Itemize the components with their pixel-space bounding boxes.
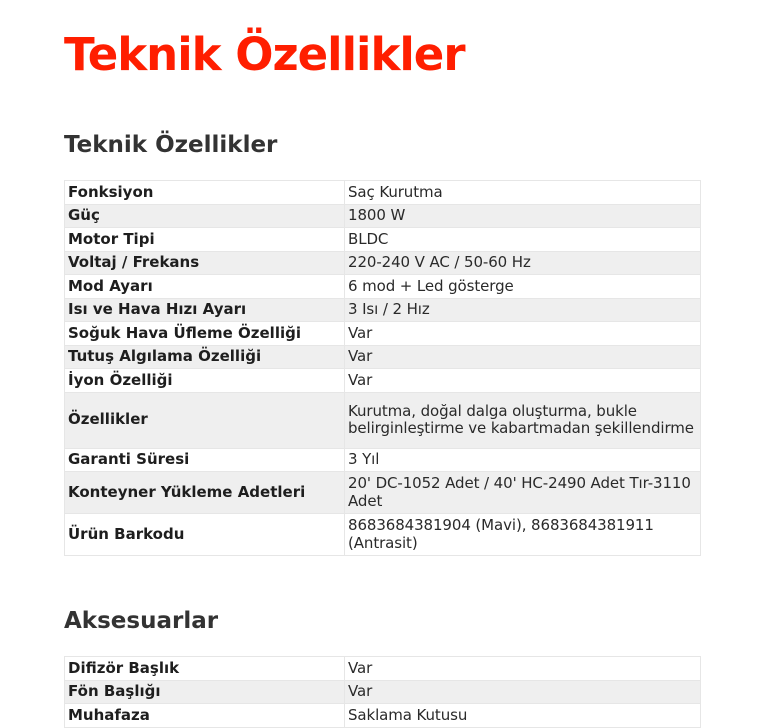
table-row: [65, 680, 701, 704]
table-row: [65, 514, 701, 556]
accessories-heading: Aksesuarlar: [64, 608, 219, 634]
spec-value: Var: [345, 369, 701, 393]
spec-key: Voltaj / Frekans: [65, 251, 345, 275]
spec-key: Mod Ayarı: [65, 275, 345, 299]
spec-value: Saç Kurutma: [345, 181, 701, 205]
spec-key: Konteyner Yükleme Adetleri: [65, 472, 345, 514]
accessory-key: Fön Başlığı: [65, 680, 345, 704]
accessory-value: Var: [345, 657, 701, 681]
specs-heading: Teknik Özellikler: [64, 132, 278, 158]
table-row: [65, 298, 701, 322]
spec-value: 6 mod + Led gösterge: [345, 275, 701, 299]
spec-value: 1800 W: [345, 204, 701, 228]
spec-key: Tutuş Algılama Özelliği: [65, 345, 345, 369]
spec-value: 8683684381904 (Mavi), 8683684381911 (Antrasit): [345, 514, 701, 556]
table-row: [65, 392, 701, 448]
spec-value: 3 Isı / 2 Hız: [345, 298, 701, 322]
table-row: [65, 275, 701, 299]
table-row: [65, 345, 701, 369]
specs-table: [64, 180, 701, 556]
spec-value: 3 Yıl: [345, 448, 701, 472]
spec-key: Ürün Barkodu: [65, 514, 345, 556]
table-row: [65, 228, 701, 252]
table-row: [65, 251, 701, 275]
accessory-key: Difizör Başlık: [65, 657, 345, 681]
spec-value: BLDC: [345, 228, 701, 252]
table-row: [65, 472, 701, 514]
accessories-table: [64, 656, 701, 728]
spec-value: 220-240 V AC / 50-60 Hz: [345, 251, 701, 275]
spec-value: Kurutma, doğal dalga oluşturma, bukle belirginleştirme ve kabartmadan şekillendirme: [345, 392, 701, 448]
accessory-key: Muhafaza: [65, 704, 345, 728]
spec-key: Soğuk Hava Üfleme Özelliği: [65, 322, 345, 346]
table-row: [65, 369, 701, 393]
spec-value: Var: [345, 345, 701, 369]
spec-key: Güç: [65, 204, 345, 228]
accessory-value: Saklama Kutusu: [345, 704, 701, 728]
spec-key: Isı ve Hava Hızı Ayarı: [65, 298, 345, 322]
page-title: Teknik Özellikler: [64, 28, 465, 81]
table-row: [65, 657, 701, 681]
table-row: [65, 322, 701, 346]
accessory-value: Var: [345, 680, 701, 704]
table-row: [65, 204, 701, 228]
spec-value: Var: [345, 322, 701, 346]
spec-key: Motor Tipi: [65, 228, 345, 252]
spec-key: İyon Özelliği: [65, 369, 345, 393]
table-row: [65, 704, 701, 728]
spec-key: Fonksiyon: [65, 181, 345, 205]
spec-key: Garanti Süresi: [65, 448, 345, 472]
table-row: [65, 181, 701, 205]
spec-key: Özellikler: [65, 392, 345, 448]
spec-value: 20' DC-1052 Adet / 40' HC-2490 Adet Tır-3110 Adet: [345, 472, 701, 514]
table-row: [65, 448, 701, 472]
